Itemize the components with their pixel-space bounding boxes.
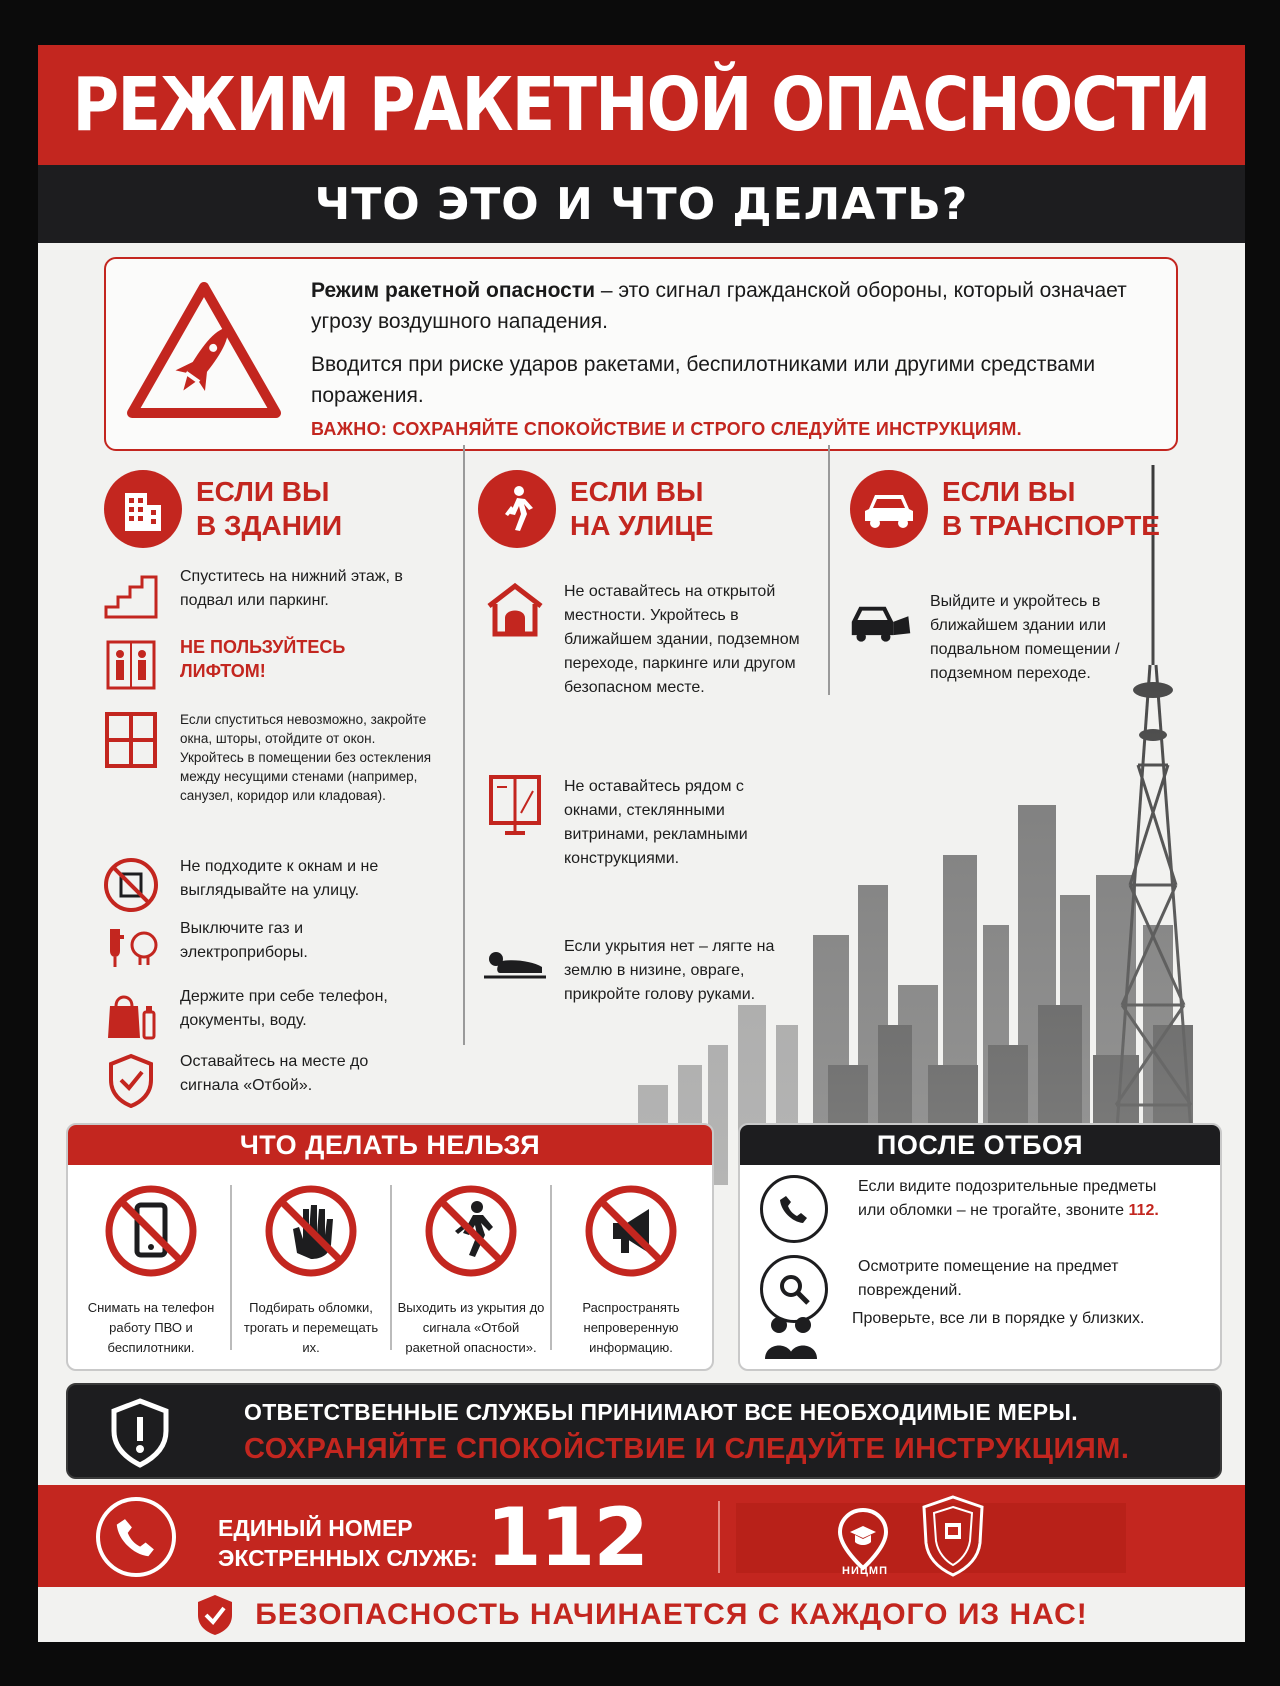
emergency-phone-icon — [96, 1497, 176, 1577]
dont-item-text: Снимать на телефон работу ПВО и беспилотники. — [87, 1300, 215, 1355]
page-subtitle: ЧТО ЭТО И ЧТО ДЕЛАТЬ? — [314, 178, 969, 230]
after-item — [760, 1307, 1172, 1369]
subtitle-bar — [38, 165, 1245, 243]
bag-icon — [102, 988, 160, 1042]
building-item — [98, 985, 438, 1045]
footer — [38, 1587, 1245, 1642]
no-window-icon — [102, 856, 160, 914]
dont-item-text: Распространять непроверенную информацию. — [582, 1300, 680, 1355]
building-heading — [104, 470, 342, 548]
transport-heading-line2: В ТРАНСПОРТЕ — [942, 510, 1160, 541]
shop-window-icon — [487, 773, 543, 837]
responsible-banner — [66, 1383, 1222, 1479]
no-megaphone-icon — [583, 1183, 679, 1279]
shield-check-icon — [106, 1052, 156, 1108]
intro-term: Режим ракетной опасности — [311, 279, 595, 302]
poster — [38, 45, 1245, 1642]
street-item — [482, 775, 822, 871]
building-item — [98, 855, 438, 915]
no-exit-icon — [423, 1183, 519, 1279]
after-item-text — [858, 1175, 1178, 1223]
after-item-number: 112. — [1128, 1202, 1159, 1219]
dont-item — [236, 1173, 386, 1358]
street-heading-line2: НА УЛИЦЕ — [570, 510, 714, 541]
shield-check-icon — [195, 1593, 235, 1637]
building-item — [98, 710, 458, 805]
emergency-divider — [718, 1501, 720, 1573]
shelter-icon — [485, 582, 545, 638]
building-icon — [121, 485, 165, 533]
building-item — [98, 917, 438, 977]
rocket-warning-icon — [124, 279, 284, 424]
gas-plug-icon — [102, 923, 160, 971]
dont-item-text: Выходить из укрытия до сигнала «Отбой ракетной опасности». — [397, 1300, 545, 1355]
dont-item — [396, 1173, 546, 1358]
walking-person-icon — [497, 484, 537, 534]
responsible-line2: СОХРАНЯЙТЕ СПОКОЙСТВИЕ И СЛЕДУЙТЕ ИНСТРУКЦИЯМ. — [244, 1433, 1130, 1465]
emergency-number: 112 — [486, 1491, 647, 1584]
column-divider — [828, 445, 830, 695]
nicmp-logo-text: НИЦМП — [842, 1565, 888, 1577]
building-item-text: Не подходите к окнам и не выглядывайте на улицу. — [180, 858, 379, 899]
car-door-icon — [848, 596, 914, 644]
after-item — [760, 1175, 1178, 1243]
page-title: РЕЖИМ РАКЕТНОЙ ОПАСНОСТИ — [72, 62, 1211, 148]
no-touch-icon — [263, 1183, 359, 1279]
transport-circle-icon — [850, 470, 928, 548]
street-item-text: Не оставайтесь на открытой местности. Укройтесь в ближайшем здании, подземном переходе, паркинге или другом безопасном месте. — [564, 583, 800, 696]
transport-item-text: Выйдите и укройтесь в ближайшем здании или подвальном помещении / подземном переходе. — [930, 593, 1120, 682]
emergency-bar — [38, 1485, 1245, 1587]
shield-exclamation-icon — [104, 1397, 176, 1469]
dont-divider — [390, 1185, 392, 1350]
lying-person-icon — [482, 945, 548, 985]
street-heading — [478, 470, 713, 548]
transport-item — [848, 590, 1188, 686]
dont-divider — [550, 1185, 552, 1350]
street-item — [482, 935, 822, 1007]
intro-definition-text: – это сигнал гражданской обороны, который означает угрозу воздушного нападения. — [311, 279, 1127, 333]
building-heading-line1: ЕСЛИ ВЫ — [196, 476, 330, 507]
transport-heading-line1: ЕСЛИ ВЫ — [942, 476, 1076, 507]
people-icon — [760, 1307, 822, 1369]
building-circle-icon — [104, 470, 182, 548]
building-item-text: НЕ ПОЛЬЗУЙТЕСЬ ЛИФТОМ! — [180, 637, 346, 681]
building-item — [98, 635, 438, 695]
title-bar — [38, 45, 1245, 165]
dont-divider — [230, 1185, 232, 1350]
column-divider — [463, 445, 465, 1045]
after-item-text: Осмотрите помещение на предмет повреждений. — [858, 1258, 1119, 1299]
intro-details: Вводится при риске ударов ракетами, беспилотниками или другими средствами поражения. — [311, 353, 1096, 407]
building-item-text: Если спуститься невозможно, закройте окна, шторы, отойдите от окон. Укройтесь в помещении без остекления между несущими стенами (например, санузел, коридор или кладовая). — [180, 712, 432, 803]
building-item-text: Оставайтесь на месте до сигнала «Отбой». — [180, 1053, 369, 1094]
after-panel — [738, 1123, 1222, 1371]
building-item-text: Спуститесь на нижний этаж, в подвал или паркинг. — [180, 568, 403, 609]
building-item-text: Держите при себе телефон, документы, воду. — [180, 988, 388, 1029]
dont-item — [556, 1173, 706, 1358]
intro-definition — [311, 275, 1161, 337]
donts-panel — [66, 1123, 714, 1371]
street-heading-line1: ЕСЛИ ВЫ — [570, 476, 704, 507]
building-heading-line2: В ЗДАНИИ — [196, 510, 343, 541]
after-item-text: Проверьте, все ли в порядке у близких. — [852, 1310, 1145, 1327]
after-heading: ПОСЛЕ ОТБОЯ — [740, 1125, 1220, 1165]
emblem-logo-icon — [918, 1493, 988, 1579]
phone-icon — [760, 1175, 828, 1243]
window-icon — [103, 710, 159, 770]
intro-box — [104, 257, 1178, 451]
building-item — [98, 565, 438, 625]
street-item-text: Если укрытия нет – лягте на землю в низине, овраге, прикройте голову руками. — [564, 938, 775, 1003]
stairs-icon — [102, 569, 160, 621]
street-item — [482, 580, 822, 700]
after-item-text-body: Если видите подозрительные предметы или обломки – не трогайте, звоните — [858, 1178, 1157, 1219]
car-icon — [863, 489, 915, 529]
footer-slogan: БЕЗОПАСНОСТЬ НАЧИНАЕТСЯ С КАЖДОГО ИЗ НАС! — [255, 1597, 1088, 1631]
responsible-line1: ОТВЕТСТВЕННЫЕ СЛУЖБЫ ПРИНИМАЮТ ВСЕ НЕОБХОДИМЫЕ МЕРЫ. — [244, 1399, 1078, 1425]
building-item — [98, 1050, 438, 1110]
elevator-icon — [104, 638, 158, 692]
no-phone-icon — [103, 1183, 199, 1279]
building-item-text: Выключите газ и электроприборы. — [180, 920, 308, 961]
emergency-label: ЕДИНЫЙ НОМЕР ЭКСТРЕННЫХ СЛУЖБ: — [218, 1515, 478, 1571]
street-item-text: Не оставайтесь рядом с окнами, стеклянными витринами, рекламными конструкциями. — [564, 778, 748, 867]
intro-important: ВАЖНО: СОХРАНЯЙТЕ СПОКОЙСТВИЕ И СТРОГО СЛЕДУЙТЕ ИНСТРУКЦИЯМ. — [311, 419, 1022, 439]
donts-heading: ЧТО ДЕЛАТЬ НЕЛЬЗЯ — [68, 1125, 712, 1165]
dont-item-text: Подбирать обломки, трогать и перемещать их. — [243, 1300, 379, 1355]
transport-heading — [850, 470, 1160, 548]
street-circle-icon — [478, 470, 556, 548]
dont-item — [76, 1173, 226, 1358]
